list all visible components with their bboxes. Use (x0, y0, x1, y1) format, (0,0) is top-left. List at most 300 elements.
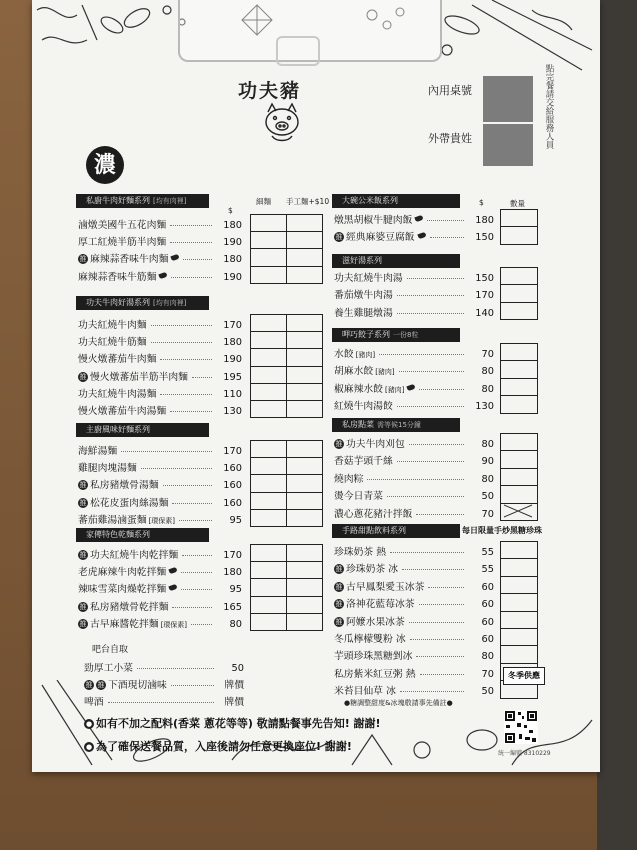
quantity-cell[interactable] (251, 509, 287, 526)
menu-item-label: 古早鳳梨愛玉冰茶 (346, 581, 425, 593)
handmade-noodle-header: 手工麵+$10 (286, 197, 330, 206)
quantity-cell[interactable] (251, 545, 287, 562)
menu-item-name (334, 561, 398, 578)
quantity-cell[interactable] (251, 475, 287, 492)
menu-item-label: 養生雞腿燉湯 (334, 307, 393, 319)
no-toppings-note (84, 715, 381, 731)
menu-item-tag: [豬肉] (384, 385, 405, 394)
section-title: 功夫牛肉好湯系列 (86, 298, 150, 307)
menu-item-label: 番茄燉牛肉湯 (334, 290, 393, 302)
menu-item-price: 170 (475, 290, 494, 302)
menu-item-tag: [環保素] (160, 620, 188, 629)
recommended-badge-icon: 推 (335, 233, 343, 242)
menu-item-price: 170 (223, 446, 242, 457)
dot-leader (397, 295, 464, 296)
pig-mascot-icon (258, 100, 306, 144)
sweetness-ice-footnote: ●糖調整甜度&冰塊敬請事先備註● (344, 699, 453, 707)
quantity-order-grid (500, 343, 538, 414)
menu-item-price: 150 (475, 273, 494, 284)
menu-item-price: 190 (223, 271, 242, 283)
recommended-badge-icon: 推 (79, 551, 87, 559)
recommended-badge-icon: 推 (335, 582, 343, 591)
menu-item-label: 私房紫米紅豆粥 熱 (334, 668, 416, 680)
dot-leader (387, 496, 464, 497)
quantity-cell[interactable] (501, 396, 538, 413)
menu-item-name (334, 363, 395, 381)
menu-item-name (78, 351, 156, 368)
quantity-cell[interactable] (251, 249, 287, 266)
menu-item-name (78, 547, 178, 564)
dot-leader (141, 468, 212, 469)
menu-item-name (78, 234, 166, 251)
recommended-badge-icon: 推 (335, 440, 343, 448)
quantity-cell[interactable] (251, 266, 287, 283)
right-currency-header: $ (479, 198, 484, 207)
quantity-cell[interactable] (287, 249, 323, 266)
menu-item-name (78, 386, 156, 403)
recommended-badge-icon: 推 (79, 481, 87, 490)
dot-leader (427, 220, 464, 221)
quantity-cell[interactable] (287, 332, 323, 349)
menu-item-price: 180 (475, 215, 494, 226)
quantity-cell[interactable] (501, 559, 538, 576)
menu-item-label: 功夫紅燒牛肉湯麵 (78, 388, 157, 400)
menu-item-name (78, 564, 177, 581)
recommended-badge-icon: 推 (79, 602, 87, 611)
menu-item-label: 珍珠奶茶 熱 (334, 547, 387, 558)
menu-item-name (334, 596, 415, 613)
menu-item-price: 140 (475, 307, 494, 319)
section-header (76, 528, 209, 542)
quantity-cell[interactable] (501, 468, 538, 485)
quantity-cell[interactable] (287, 596, 323, 613)
menu-item-price: 50 (231, 663, 244, 674)
menu-item-label: 老虎麻辣牛肉乾拌麵 (78, 567, 167, 579)
quantity-cell[interactable] (251, 332, 287, 349)
menu-item-label: 蕃茄雞湯滷蛋麵 (78, 514, 147, 526)
menu-item-price: 80 (481, 366, 494, 378)
quantity-cell[interactable] (287, 349, 323, 366)
dot-leader (379, 354, 464, 355)
dot-leader (191, 624, 212, 625)
quantity-cell[interactable] (251, 492, 287, 509)
section-title: 呷巧餃子系列 (342, 330, 390, 339)
menu-item-name (334, 453, 393, 470)
section-title: 大碗公米飯系列 (342, 196, 398, 205)
menu-item-label: 功夫紅燒牛筋麵 (78, 337, 147, 349)
quantity-cell[interactable] (251, 562, 287, 579)
recommended-badge-icon: 推 (85, 681, 93, 689)
menu-item-name (78, 443, 117, 460)
dine-in-table-label: 內用桌號 (428, 84, 472, 97)
menu-item-price: 160 (223, 497, 242, 509)
dot-leader (170, 242, 212, 243)
menu-item-name (334, 229, 426, 246)
thin-noodle-header: 細麵 (256, 197, 271, 206)
dot-leader (397, 313, 464, 314)
menu-item-price: 80 (481, 473, 494, 485)
section-title: 滋好湯系列 (342, 256, 382, 265)
section-note: 每日限量手炒黑糖珍珠 (462, 526, 542, 535)
dot-leader (179, 520, 212, 521)
menu-item-label: 功夫牛肉刈包 (346, 439, 405, 450)
recommended-badge-icon: 推 (79, 619, 87, 628)
recommended-badge-icon: 推 (335, 617, 343, 626)
menu-item-price: 95 (229, 514, 242, 526)
dot-leader (400, 691, 464, 692)
menu-item-name (78, 477, 159, 494)
menu-item-label: 胡麻水餃 (334, 366, 374, 378)
menu-item-name (78, 369, 188, 386)
quantity-header: 數量 (510, 199, 525, 208)
quantity-cell[interactable] (251, 579, 287, 596)
dot-leader (390, 552, 464, 553)
menu-item-price: 160 (223, 480, 242, 492)
chili-spicy-icon (171, 254, 180, 261)
menu-item-label: 冬瓜檸檬雙粉 冰 (334, 634, 406, 645)
menu-item-name (334, 436, 405, 453)
quantity-cell[interactable] (251, 613, 287, 630)
quantity-cell[interactable] (501, 611, 538, 628)
section-subtitle: 一份8粒 (393, 331, 419, 339)
quantity-cell[interactable] (501, 210, 538, 227)
recommended-badge-icon: 推 (97, 681, 105, 689)
menu-item-label: 私房豬燉骨湯麵 (90, 480, 159, 492)
quantity-cell[interactable] (501, 227, 538, 244)
quantity-cell[interactable] (501, 268, 538, 285)
quantity-cell[interactable] (501, 361, 538, 378)
bar-self-service-title: 吧台自取 (92, 645, 129, 655)
quantity-cell[interactable] (501, 628, 538, 645)
quantity-cell[interactable] (287, 545, 323, 562)
quantity-cell[interactable] (501, 576, 538, 593)
menu-item-name (334, 579, 424, 596)
menu-item-name (334, 287, 393, 304)
quantity-cell[interactable] (287, 613, 323, 630)
quantity-cell[interactable] (287, 562, 323, 579)
section-header (332, 254, 460, 268)
menu-item-label: 雞腿肉塊湯麵 (78, 463, 137, 475)
dot-leader (402, 569, 464, 570)
menu-item-label: 功夫紅燒牛肉乾拌麵 (90, 550, 179, 561)
dot-leader (163, 485, 212, 486)
brand-logo: 功夫豬 (238, 80, 302, 102)
menu-item-label: 燙今日青菜 (334, 491, 383, 503)
menu-item-price: 95 (229, 584, 242, 596)
note-bullet-icon: ● (85, 720, 93, 728)
section-title: 家傳特色乾麵系列 (86, 530, 150, 539)
menu-item-name (78, 495, 168, 512)
dot-leader (151, 342, 212, 343)
dot-leader (171, 277, 212, 278)
menu-item-price: 90 (481, 456, 494, 468)
dot-leader (409, 444, 464, 445)
menu-item-label: 紅燒牛肉湯餃 (334, 401, 393, 413)
dot-leader (172, 503, 212, 504)
menu-item-price: 70 (481, 508, 494, 520)
dot-leader (181, 572, 212, 573)
menu-item-name (78, 599, 168, 616)
quantity-order-grid (500, 209, 538, 245)
menu-item-label: 麻辣蒜香味牛筋麵 (78, 271, 157, 283)
dot-leader (160, 359, 212, 360)
menu-item-label: 水餃 (334, 349, 354, 360)
menu-item-name (334, 212, 423, 229)
quantity-cell[interactable] (251, 232, 287, 249)
dot-leader (171, 685, 214, 686)
menu-item-price: 55 (481, 547, 494, 558)
menu-item-name (334, 471, 363, 488)
menu-item-price: 180 (223, 220, 242, 231)
menu-item-label: 燒肉粽 (334, 473, 364, 485)
menu-item-price: 195 (223, 371, 242, 383)
section-header (76, 423, 209, 437)
menu-item-price: 80 (481, 651, 494, 663)
dot-leader (192, 377, 212, 378)
quantity-cell[interactable] (287, 579, 323, 596)
quantity-cell[interactable] (501, 434, 538, 451)
quantity-cell[interactable] (287, 509, 323, 526)
takeout-name-label: 外帶貴姓 (428, 132, 472, 145)
noodle-order-grid (250, 314, 323, 418)
quantity-cell[interactable] (501, 344, 538, 361)
menu-item-tag: [環保素] (148, 516, 176, 525)
section-header (332, 328, 460, 342)
menu-item-name (84, 660, 133, 677)
menu-item-name (78, 317, 147, 334)
menu-item-name (78, 217, 166, 234)
quantity-cell[interactable] (251, 400, 287, 417)
dot-leader (160, 394, 212, 395)
menu-item-price: 180 (223, 567, 242, 579)
quantity-cell[interactable] (287, 492, 323, 509)
section-header (332, 194, 460, 208)
menu-item-price: 160 (223, 463, 242, 475)
dot-leader (397, 406, 464, 407)
menu-item-label: 松花皮蛋肉絲湯麵 (90, 497, 169, 509)
menu-item-price: 牌價 (224, 680, 244, 691)
quantity-cell[interactable] (251, 596, 287, 613)
quantity-cell[interactable] (287, 232, 323, 249)
section-header (332, 524, 460, 538)
quantity-cell[interactable] (501, 285, 538, 302)
quantity-cell[interactable] (287, 400, 323, 417)
quantity-cell[interactable] (287, 215, 323, 232)
chili-spicy-icon (415, 215, 424, 222)
no-seat-change-note (84, 738, 352, 754)
menu-item-name (78, 460, 137, 477)
menu-item-price: 牌價 (224, 697, 244, 708)
menu-item-name (78, 334, 147, 351)
dot-leader (410, 639, 464, 640)
menu-item-label: 珍珠奶茶 冰 (346, 564, 399, 576)
menu-item-price: 165 (223, 601, 242, 613)
menu-item-label: 厚工紅燒半筋半肉麵 (78, 237, 167, 249)
dot-leader (367, 479, 464, 480)
section-title: 手路甜點飲料系列 (342, 526, 406, 535)
quantity-cell[interactable] (287, 315, 323, 332)
menu-item-label: 勁厚工小菜 (84, 663, 133, 674)
quantity-cell[interactable] (287, 366, 323, 383)
quantity-cell[interactable] (501, 542, 538, 559)
menu-item-price: 80 (229, 618, 242, 630)
quantity-cell[interactable] (287, 458, 323, 475)
dot-leader (409, 622, 464, 623)
quantity-cell[interactable] (501, 486, 538, 503)
menu-item-name (334, 346, 375, 364)
quantity-cell[interactable] (287, 383, 323, 400)
quantity-cell[interactable] (287, 266, 323, 283)
menu-item-label: 燉黑胡椒牛腱肉飯 (334, 215, 413, 226)
menu-item-label: 功夫紅燒牛肉湯 (334, 273, 403, 284)
menu-item-price: 180 (223, 254, 242, 266)
chili-spicy-icon (169, 584, 178, 591)
left-currency-header: $ (228, 206, 233, 215)
quantity-cell[interactable] (501, 646, 538, 663)
menu-item-price: 170 (223, 550, 242, 561)
dot-leader (399, 371, 464, 372)
menu-item-label: 古早麻醬乾拌麵 (90, 618, 159, 630)
dot-leader (121, 451, 212, 452)
chili-spicy-icon (417, 232, 426, 239)
dot-leader (108, 702, 214, 703)
quantity-cell[interactable] (501, 594, 538, 611)
noodle-order-grid (250, 544, 323, 631)
menu-item-label: 慢火燉蕃茄牛肉湯麵 (78, 406, 167, 417)
menu-item-name (334, 488, 383, 505)
dot-leader (170, 411, 212, 412)
menu-item-price: 110 (223, 388, 242, 400)
menu-item-name (334, 614, 405, 631)
dot-leader (172, 607, 212, 608)
menu-item-price: 50 (481, 491, 494, 503)
dot-leader (181, 589, 212, 590)
menu-item-name (78, 251, 179, 268)
quantity-cell[interactable] (501, 302, 538, 319)
quantity-cell[interactable] (501, 378, 538, 395)
menu-item-price: 50 (481, 686, 494, 698)
quantity-cell[interactable] (251, 349, 287, 366)
dot-leader (416, 514, 464, 515)
menu-item-tag: [豬肉] (355, 351, 376, 359)
menu-item-name (334, 544, 386, 561)
menu-item-name (334, 270, 403, 287)
chili-spicy-icon (169, 567, 178, 574)
quantity-cell[interactable] (287, 475, 323, 492)
menu-item-price: 70 (481, 349, 494, 360)
menu-item-price: 60 (481, 581, 494, 593)
dot-leader (170, 225, 212, 226)
menu-item-price: 130 (223, 406, 242, 417)
menu-item-name (78, 616, 187, 634)
menu-item-price: 190 (223, 237, 242, 249)
spice-illustration-top-right (432, 0, 600, 80)
winter-only-label: 冬季供應 (503, 667, 545, 685)
quantity-cell[interactable] (251, 215, 287, 232)
menu-item-name (334, 381, 415, 399)
dot-leader (151, 325, 212, 326)
menu-item-price: 150 (475, 232, 494, 244)
dot-leader (182, 555, 212, 556)
background-wall (597, 0, 637, 850)
quantity-cell[interactable] (251, 315, 287, 332)
menu-item-label: 洛神花藍莓冰茶 (346, 599, 415, 611)
menu-item-label: 辣味雪菜肉燥乾拌麵 (78, 584, 167, 596)
recommended-badge-icon: 推 (79, 255, 87, 264)
menu-item-label: 芋頭珍珠黑糖剉冰 (334, 651, 413, 663)
menu-item-label: 濃心蔥花豬汁拌飯 (334, 508, 413, 520)
no-toppings-text: 如有不加之配料(香菜 蔥花等等) 敬請點餐事先告知! 謝謝! (96, 717, 381, 730)
menu-item-price: 190 (223, 354, 242, 366)
menu-item-label: 私房豬燉骨乾拌麵 (90, 601, 169, 613)
dot-leader (430, 237, 464, 238)
menu-item-label: 滷燉美國牛五花肉麵 (78, 220, 167, 231)
quantity-cell[interactable] (501, 451, 538, 468)
menu-item-name (84, 677, 167, 694)
section-title: 私房點菜 (342, 420, 374, 429)
thick-broth-badge: 濃 (86, 146, 124, 184)
menu-item-price: 60 (481, 599, 494, 611)
menu-item-name (78, 269, 167, 286)
menu-item-label: 香菇芋頭千絲 (334, 456, 393, 468)
recommended-badge-icon: 推 (335, 565, 343, 574)
menu-item-label: 下酒現切滷味 (108, 680, 167, 691)
section-title: 私廚牛肉好麵系列 (86, 196, 150, 205)
no-seat-change-text: 為了確保送餐品質，入座後請勿任意更換座位! 謝謝! (96, 740, 352, 753)
chili-spicy-icon (159, 271, 168, 278)
menu-item-label: 經典麻婆豆腐飯 (346, 232, 415, 244)
menu-item-price: 180 (223, 337, 242, 349)
quantity-cell[interactable] (287, 441, 323, 458)
quantity-cell[interactable] (251, 383, 287, 400)
dine-in-table-field[interactable] (483, 76, 533, 122)
menu-item-label: 慢火燉蕃茄半筋半肉麵 (90, 371, 188, 383)
menu-item-name (334, 398, 393, 415)
menu-item-price: 60 (481, 634, 494, 645)
menu-item-price: 130 (475, 401, 494, 413)
qr-code-icon[interactable] (504, 710, 538, 744)
menu-item-price: 80 (481, 439, 494, 450)
menu-item-label: 椒麻辣水餃 (334, 383, 383, 395)
dot-leader (428, 587, 464, 588)
menu-item-name (334, 648, 412, 665)
unavailable-cross-icon (500, 502, 536, 520)
quantity-cell[interactable] (251, 441, 287, 458)
menu-item-name (78, 581, 177, 598)
menu-item-label: 阿嬤水果冰茶 (346, 616, 405, 628)
menu-item-label: 米苔目仙草 冰 (334, 686, 396, 698)
menu-item-price: 55 (481, 564, 494, 576)
section-title: 主廚風味好麵系列 (86, 425, 150, 434)
dot-leader (137, 668, 214, 669)
menu-item-label: 啤酒 (84, 697, 104, 708)
quantity-cell[interactable] (251, 458, 287, 475)
menu-item-name (334, 631, 406, 648)
quantity-cell[interactable] (251, 366, 287, 383)
menu-item-name (334, 666, 416, 683)
clip-ring (276, 36, 320, 66)
section-header (76, 194, 209, 208)
menu-item-label: 麻辣蒜香味牛肉麵 (90, 254, 169, 266)
takeout-name-field[interactable] (483, 124, 533, 166)
noodle-order-grid (250, 214, 323, 284)
hand-to-staff-note: 點完餐請交給服務人員 (544, 64, 554, 149)
menu-item-label: 海鮮湯麵 (78, 446, 118, 457)
menu-item-price: 80 (481, 383, 494, 395)
herb-illustration-top-left (32, 0, 202, 60)
dot-leader (397, 461, 464, 462)
menu-item-price: 170 (223, 320, 242, 331)
